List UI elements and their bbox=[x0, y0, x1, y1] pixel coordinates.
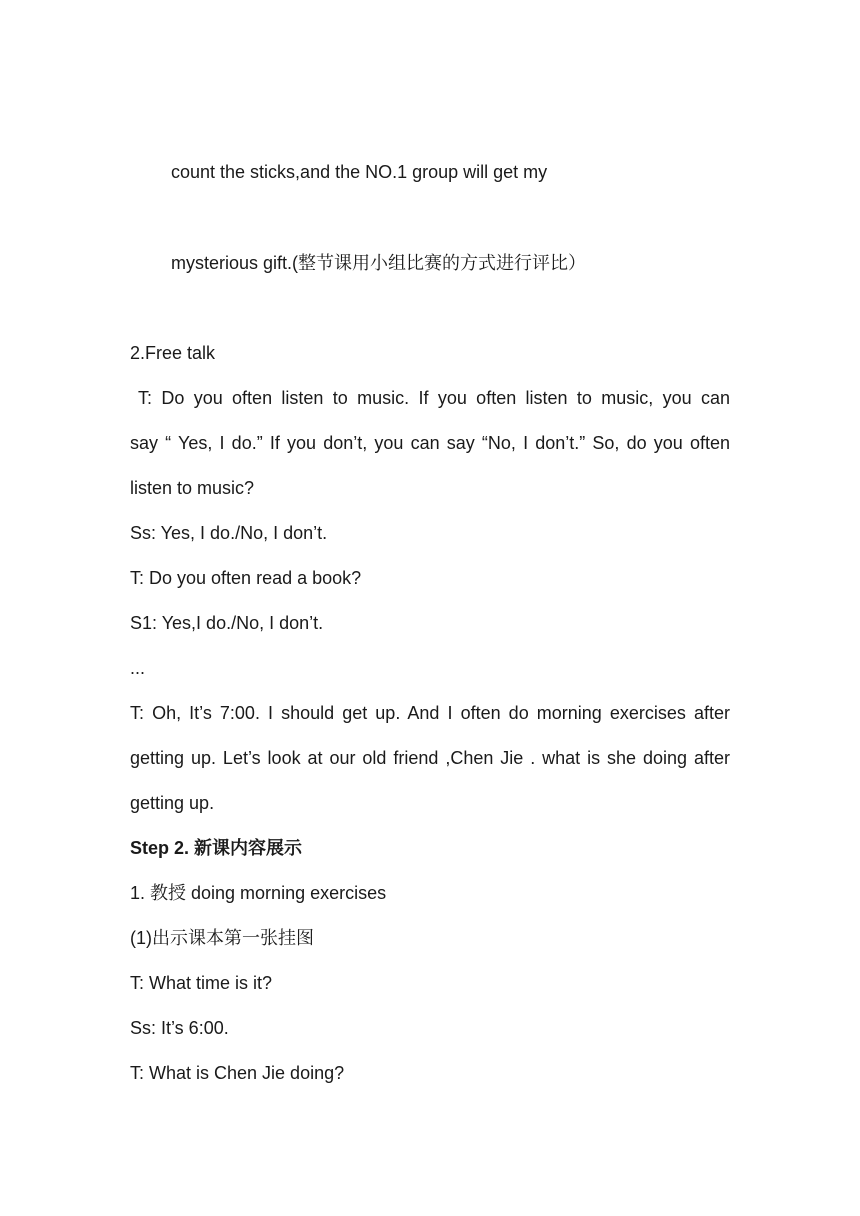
students-line-2: Ss: It’s 6:00. bbox=[130, 1018, 229, 1038]
step2-item-1: 1. 教授 doing morning exercises bbox=[130, 883, 387, 903]
ellipsis: ... bbox=[130, 658, 146, 678]
teacher-line-1b: say “ Yes, I do.” If you don’t, you can say “No, I don’t.” So, do you often bbox=[130, 433, 730, 453]
teacher-line-4: T: What time is it? bbox=[130, 973, 273, 993]
step2-item-1-sub: (1)出示课本第一张挂图 bbox=[130, 928, 314, 948]
student-line-1: S1: Yes,I do./No, I don’t. bbox=[130, 613, 324, 633]
free-talk-heading: 2.Free talk bbox=[130, 343, 216, 363]
teacher-line-5: T: What is Chen Jie doing? bbox=[130, 1063, 345, 1083]
teacher-line-3a: T: Oh, It’s 7:00. I should get up. And I often do morning exercises after bbox=[130, 703, 730, 723]
students-line-1: Ss: Yes, I do./No, I don’t. bbox=[130, 523, 328, 543]
teacher-line-3b: getting up. Let’s look at our old friend ,Chen Jie . what is she doing after bbox=[130, 748, 730, 768]
intro-line-1: count the sticks,and the NO.1 group will get my bbox=[171, 162, 548, 182]
teacher-line-1c: listen to music? bbox=[130, 478, 255, 498]
teacher-line-3c: getting up. bbox=[130, 793, 215, 813]
teacher-line-1a: T: Do you often listen to music. If you often listen to music, you can bbox=[138, 388, 730, 408]
step2-heading: Step 2. 新课内容展示 bbox=[130, 838, 303, 858]
intro-line-2: mysterious gift.(整节课用小组比赛的方式进行评比） bbox=[171, 253, 587, 273]
teacher-line-2: T: Do you often read a book? bbox=[130, 568, 362, 588]
